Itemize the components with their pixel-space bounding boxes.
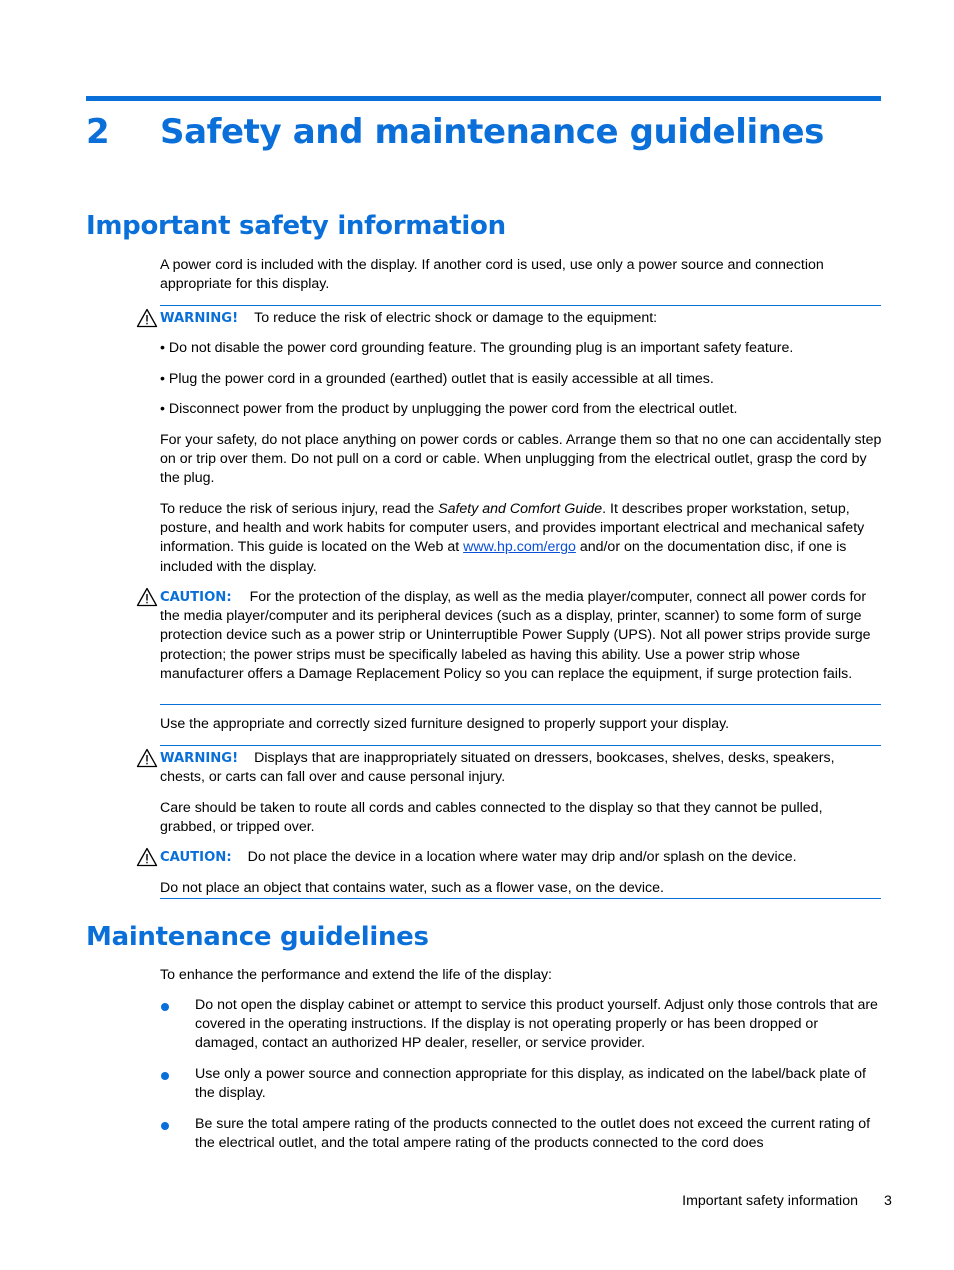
warning1-item: • Do not disable the power cord grounding feature. The grounding plug is an important safety feature.	[160, 340, 794, 356]
caution2-label: CAUTION:	[160, 850, 232, 865]
warning2-block	[160, 749, 882, 787]
warning1-text: To reduce the risk of electric shock or damage to the equipment:	[254, 310, 658, 326]
warning1-item: • Plug the power cord in a grounded (earthed) outlet that is easily accessible at all times.	[160, 371, 714, 387]
page-number: 3	[884, 1193, 892, 1209]
chapter-title	[86, 104, 881, 160]
warning1-item: • Disconnect power from the product by unplugging the power cord from the electrical outlet.	[160, 401, 738, 417]
notice-rule-top	[160, 745, 881, 746]
warning1-line	[160, 309, 882, 328]
caution1-label: CAUTION:	[160, 590, 232, 605]
warning1-para-cords: For your safety, do not place anything on power cords or cables. Arrange them so that no one can accidentally step on or trip over them. Do not pull on a cord or cable. When unplugging from the electrical outlet, grasp the cord by the plug.	[160, 432, 882, 487]
warning1-label: WARNING!	[160, 311, 239, 326]
ergo-link[interactable]: www.hp.com/ergo	[463, 539, 576, 556]
warning2-para: Care should be taken to route all cords and cables connected to the display so that they cannot be pulled, grabbed, or tripped over.	[160, 800, 823, 836]
section-heading-safety: Important safety information	[86, 211, 506, 241]
warning-triangle-icon	[136, 847, 158, 867]
safety-intro: A power cord is included with the display. If another cord is used, use only a power source and connection appropriate for this display.	[160, 257, 824, 293]
guide-text-before: To reduce the risk of serious injury, read the	[160, 501, 439, 517]
caution1-text: For the protection of the display, as well as the media player/computer, connect all power cords for the media player/computer and its peripheral devices (such as a display, printer, scanner) to some form of surge protection device such as a power strip or Uninterruptible Power Supply (UPS). Not all power strips provide surge protection; the power strips must be specifically labeled as having this ability. Use a power strip whose manufacturer offers a Damage Replacement Policy so you can replace the equipment, if surge protection fails.	[160, 589, 871, 682]
maintenance-intro: To enhance the performance and extend the life of the display:	[160, 967, 552, 983]
notice-rule-bottom	[160, 898, 881, 899]
caution2-para: Do not place an object that contains water, such as a flower vase, on the device.	[160, 880, 664, 896]
guide-text-mid: . It describes proper workstation, setup, posture, and health and work habits for computer users, and provides important electrical and mechanical safety information. This guide is located on the Web at	[160, 501, 865, 556]
notice-rule-bottom	[160, 704, 881, 705]
bullet-dot-icon	[161, 1003, 169, 1011]
notice-rule-top	[160, 305, 881, 306]
caution2-text: Do not place the device in a location where water may drip and/or splash on the device.	[247, 849, 797, 865]
maintenance-bullet: Do not open the display cabinet or attempt to service this product yourself. Adjust only those controls that are covered in the operating instructions. If the display is not operating properly or has been dropped or damaged, contact an authorized HP dealer, reseller, or service provider.	[195, 997, 878, 1052]
guide-title: Safety and Comfort Guide	[438, 501, 603, 517]
caution1-block	[160, 588, 882, 684]
bullet-dot-icon	[161, 1122, 169, 1130]
chapter-title-text: Safety and maintenance guidelines	[160, 112, 825, 152]
chapter-rule	[86, 96, 881, 101]
chapter-number: 2	[86, 112, 110, 152]
warning-triangle-icon	[136, 308, 158, 328]
warning2-label: WARNING!	[160, 751, 239, 766]
caution2-line	[160, 848, 882, 867]
warning-triangle-icon	[136, 587, 158, 607]
section-heading-maintenance: Maintenance guidelines	[86, 922, 429, 952]
warning2-text: Displays that are inappropriately situated on dressers, bookcases, shelves, desks, speakers, chests, or carts can fall over and cause personal injury.	[160, 750, 835, 786]
maintenance-bullet: Be sure the total ampere rating of the products connected to the outlet does not exceed the current rating of the electrical outlet, and the total ampere rating of the products connected to the cord does	[195, 1116, 871, 1152]
guide-text-after: and/or on the documentation disc, if one is included with the display.	[160, 539, 847, 575]
maintenance-bullet: Use only a power source and connection appropriate for this display, as indicated on the label/back plate of the display.	[195, 1066, 866, 1102]
warning1-para-guide	[160, 500, 882, 577]
bullet-dot-icon	[161, 1072, 169, 1080]
footer-section-label: Important safety information	[682, 1193, 858, 1209]
furniture-para: Use the appropriate and correctly sized furniture designed to properly support your display.	[160, 716, 730, 732]
warning-triangle-icon	[136, 748, 158, 768]
